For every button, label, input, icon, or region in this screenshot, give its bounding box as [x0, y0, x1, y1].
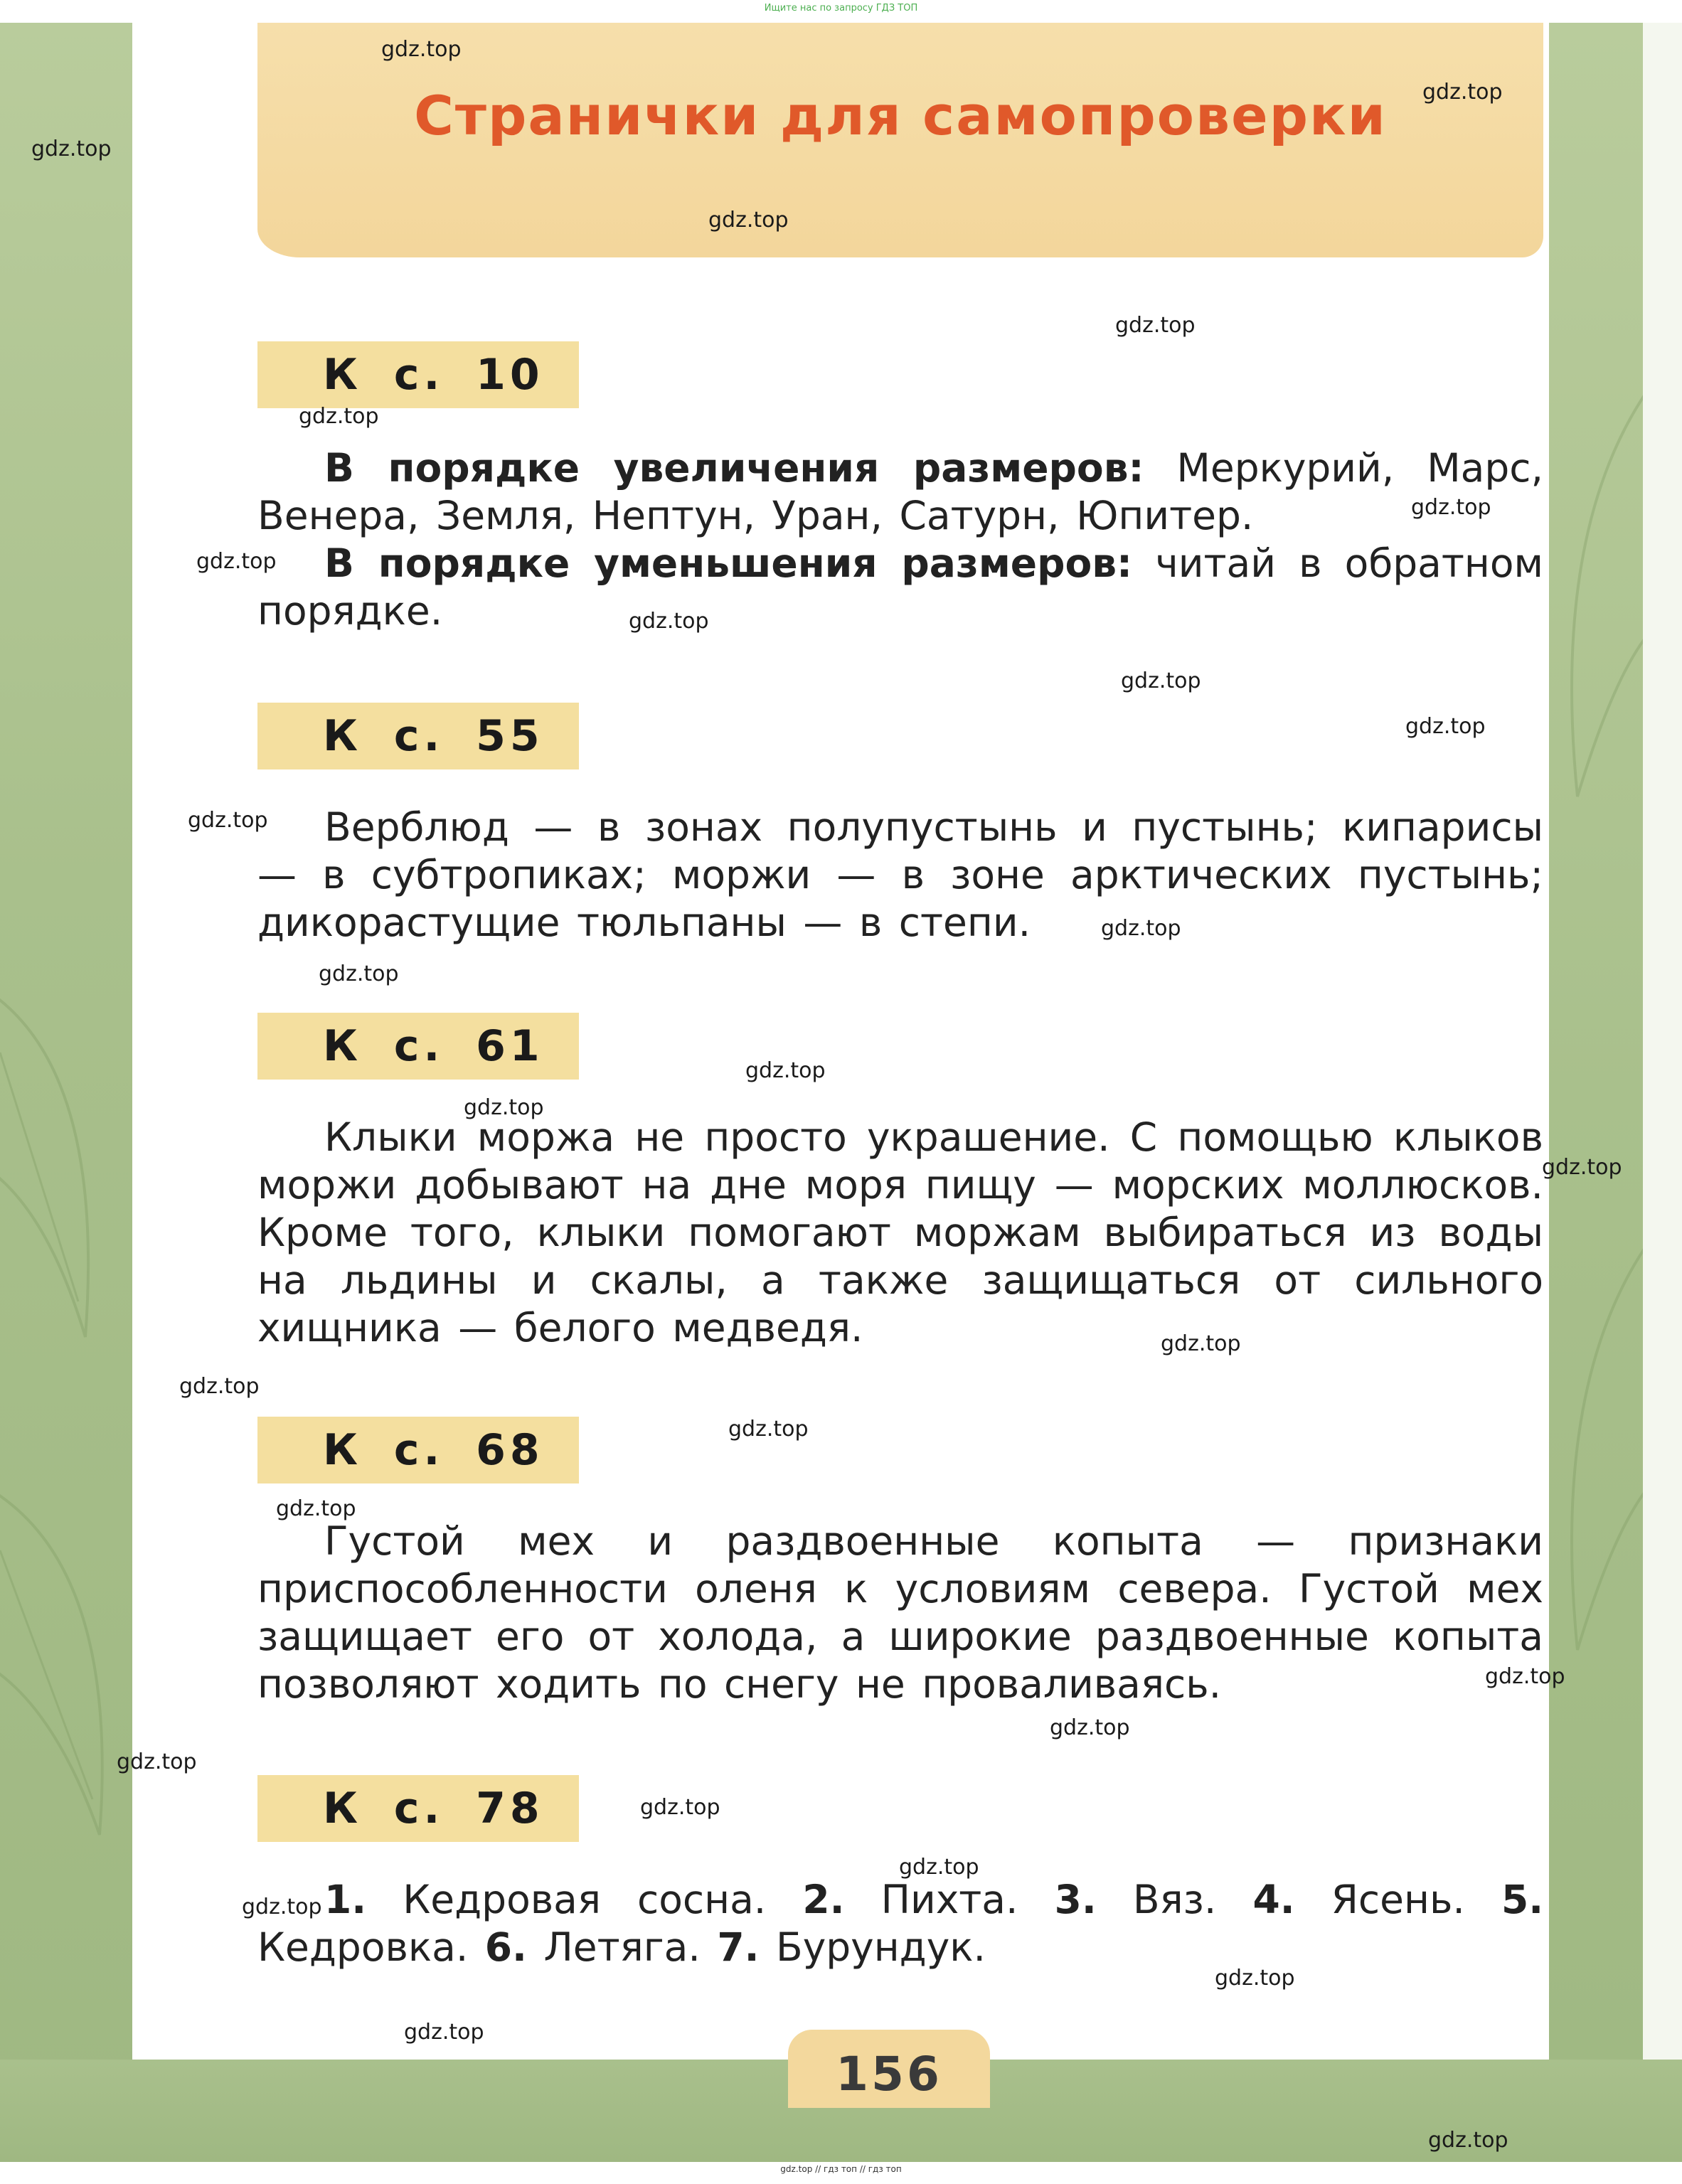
increasing-order-label: В порядке увеличения размеров: [324, 445, 1144, 491]
answer-text-4: Ясень. [1331, 1877, 1465, 1922]
watermark: gdz.top [1485, 1664, 1565, 1689]
answer-num-5: 5. [1501, 1877, 1544, 1922]
answer-num-1: 1. [324, 1877, 367, 1922]
answer-num-6: 6. [484, 1924, 527, 1970]
watermark: gdz.top [1115, 313, 1196, 338]
answer-text-1: Кедровая сосна. [403, 1877, 767, 1922]
section-text-p10 [257, 444, 1543, 540]
leaf-decoration-right-icon [1549, 299, 1643, 1934]
p55-text: Верблюд — в зонах полупустынь и пустынь; кипарисы — в субтропиках; моржи — в зоне арктических пустынь; дикорастущие тюльпаны — в степи. [257, 804, 1543, 945]
answer-num-3: 3. [1054, 1877, 1097, 1922]
watermark: gdz.top [1215, 1966, 1295, 1991]
watermark: gdz.top [1542, 1155, 1622, 1180]
watermark: gdz.top [708, 208, 789, 233]
section-text-p10-b [257, 540, 1543, 635]
watermark: gdz.top [1411, 495, 1491, 520]
decreasing-order-text: читай в обратном порядке. [257, 540, 1543, 634]
watermark: gdz.top [640, 1795, 720, 1820]
watermark: gdz.top [319, 962, 399, 986]
watermark: gdz.top [629, 609, 709, 634]
watermark: gdz.top [117, 1749, 197, 1774]
watermark: gdz.top [1422, 80, 1503, 105]
watermark: gdz.top [1050, 1715, 1130, 1740]
watermark: gdz.top [728, 1417, 809, 1442]
section-label-p61: К с. 61 [257, 1013, 579, 1080]
watermark: gdz.top [276, 1496, 356, 1521]
page-number: 156 [836, 2047, 942, 2102]
top-note: Ищите нас по запросу ГДЗ ТОП [764, 3, 918, 14]
decreasing-order-label: В порядке уменьшения размеров: [324, 540, 1133, 586]
watermark: gdz.top [179, 1374, 260, 1399]
section-label-p68: К с. 68 [257, 1417, 579, 1483]
answer-num-2: 2. [802, 1877, 845, 1922]
watermark: gdz.top [1405, 714, 1486, 739]
answer-text-7: Бурундук. [775, 1924, 986, 1970]
watermark: gdz.top [381, 37, 462, 62]
increasing-order-text: Меркурий, Марс, Венера, Земля, Нептун, Уран, Сатурн, Юпитер. [257, 445, 1543, 538]
watermark: gdz.top [745, 1058, 826, 1083]
answer-text-2: Пихта. [880, 1877, 1018, 1922]
page-title: Странички для самопроверки [414, 84, 1387, 147]
p68-text: Густой мех и раздвоенные копыта — признаки приспособленности оленя к условиям севера. Густой мех защищает его от холода, а широкие раздвоенные копыта позволяют ходить по снегу не проваливаясь. [257, 1518, 1543, 1707]
watermark: gdz.top [196, 549, 277, 574]
section-text-p55 [257, 804, 1543, 947]
watermark: gdz.top [1101, 916, 1181, 941]
p61-text: Клыки моржа не просто украшение. С помощью клыков моржи добывают на дне моря пищу — морских моллюсков. Кроме того, клыки помогают моржам выбираться из воды на льдины и скалы, а также защищаться от сильного хищника — белого медведя. [257, 1114, 1543, 1351]
answer-num-4: 4. [1252, 1877, 1295, 1922]
section-label-p55: К с. 55 [257, 703, 579, 769]
answer-text-5: Кедровка. [257, 1924, 469, 1970]
section-label-p78: К с. 78 [257, 1775, 579, 1842]
section-text-p68 [257, 1518, 1543, 1708]
watermark: gdz.top [188, 808, 268, 833]
watermark: gdz.top [31, 137, 112, 161]
watermark: gdz.top [404, 2020, 484, 2045]
bottom-note: gdz.top // гдз топ // гдз топ [780, 2164, 902, 2174]
leaf-decoration-icon [0, 839, 135, 2048]
section-label-p10: К с. 10 [257, 341, 579, 408]
answer-text-6: Летяга. [543, 1924, 701, 1970]
watermark: gdz.top [1121, 668, 1201, 693]
section-text-p78 [257, 1876, 1543, 1971]
answer-num-7: 7. [717, 1924, 760, 1970]
watermark: gdz.top [464, 1095, 544, 1120]
watermark: gdz.top [299, 404, 379, 429]
watermark: gdz.top [242, 1895, 322, 1919]
watermark: gdz.top [899, 1855, 979, 1880]
answer-text-3: Вяз. [1132, 1877, 1217, 1922]
section-text-p61 [257, 1114, 1543, 1352]
watermark: gdz.top [1428, 2128, 1508, 2153]
page-edge-right [1643, 23, 1682, 2162]
watermark: gdz.top [1161, 1331, 1241, 1356]
